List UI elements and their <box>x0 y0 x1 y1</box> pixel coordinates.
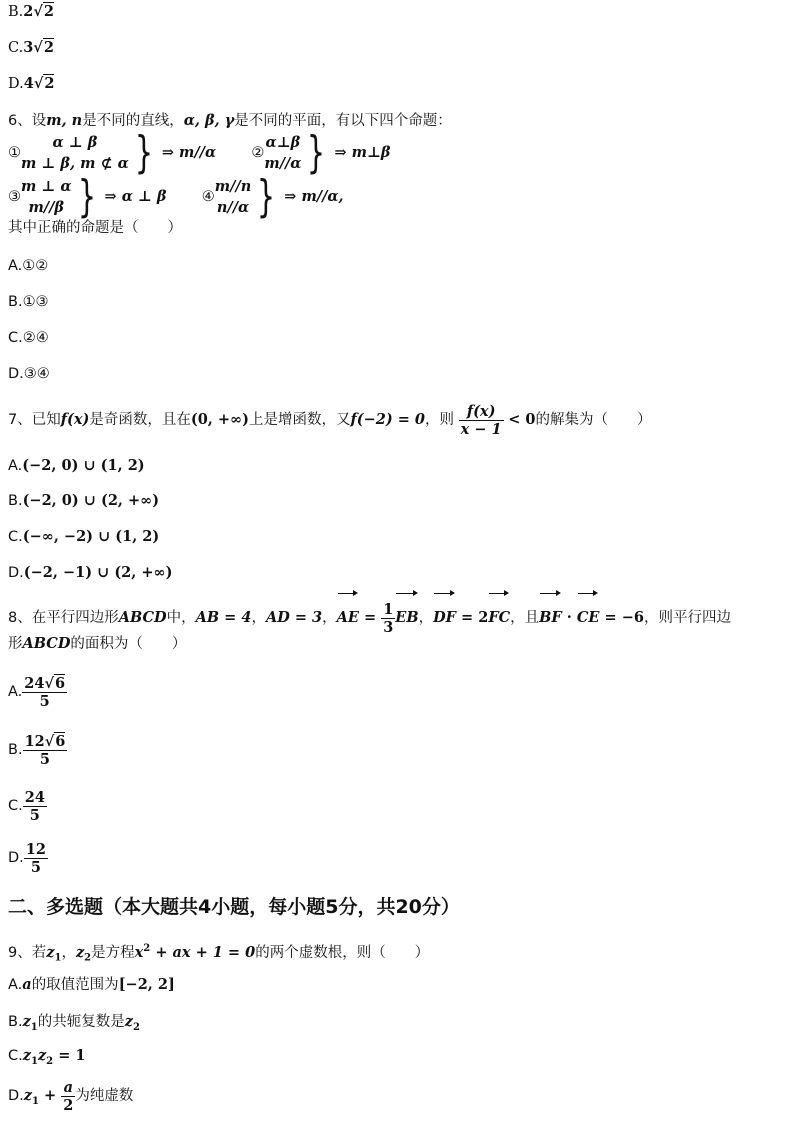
prop-2: ② α⊥β m//α } ⇒ m⊥β <box>251 127 391 178</box>
q6-option-a[interactable]: A.①② <box>8 258 49 274</box>
q9-option-a[interactable]: A.a的取值范围为[−2, 2] <box>8 976 175 993</box>
q6-propositions-1-2 <box>8 127 391 178</box>
q6-propositions-3-4 <box>8 171 344 222</box>
q9-option-d[interactable]: $D.z_1$ + $\frac{a}{2}$ 为纯虚数 <box>8 1078 134 1114</box>
q8-stem-line1: 8、在平行四边形ABCD中，AB = 4，AD = 3，AE = $\frac{1}{3}$ EB，DF = 2FC，且BF · CE = −6，则平行四边 <box>8 596 731 640</box>
q6-ask: 其中正确的命题是（ ） <box>8 220 182 236</box>
q8-option-c[interactable]: C. $\frac{24}{5}$ <box>8 788 45 824</box>
q5-option-b[interactable]: B.2√2 <box>8 3 54 20</box>
prop-1: ① α ⊥ β m ⊥ β, m ⊄ α } ⇒ m//α <box>8 127 217 178</box>
prop-4: ④ m//n n//α } ⇒ m//α, <box>201 171 344 222</box>
q9-option-b[interactable]: $B.z_1$的共轭复数是$z_2$ <box>8 1013 140 1033</box>
q7-stem: 7、已知f(x)是奇函数，且在(0, +∞)上是增函数，又f(−2) = 0，则 $\frac{f(x)}{x - 1}$ < 0的解集为（ ） <box>8 402 652 438</box>
q7-option-a[interactable]: A.(−2, 0) ∪ (1, 2) <box>8 457 145 474</box>
q9-stem: 9、若$z_1$，$z_2$是方程$x^2$ + ax + 1 = 0的两个虚数根，则（ ） <box>8 943 430 964</box>
q6-option-d[interactable]: D.③④ <box>8 366 50 382</box>
q6-option-c[interactable]: C.②④ <box>8 330 49 346</box>
q9-option-c[interactable]: $C.z_1z_2 = 1$ <box>8 1047 86 1067</box>
q7-option-d[interactable]: D.(−2, −1) ∪ (2, +∞) <box>8 564 173 581</box>
prop-3: ③ m ⊥ α m//β } ⇒ α ⊥ β <box>8 171 167 222</box>
q5-option-c[interactable]: C.3√2 <box>8 39 54 56</box>
q5-option-d[interactable]: D.4√2 <box>8 75 55 92</box>
q8-stem-line2: 形ABCD的面积为（ ） <box>8 635 187 652</box>
q7-option-b[interactable]: B.(−2, 0) ∪ (2, +∞) <box>8 492 160 509</box>
q8-option-d[interactable]: D. $\frac{12}{5}$ <box>8 840 46 876</box>
q7-option-c[interactable]: C.(−∞, −2) ∪ (1, 2) <box>8 528 160 545</box>
section-heading: 二、多选题（本大题共4小题，每小题5分，共20分） <box>8 896 460 918</box>
q6-stem: 6、设m, n是不同的直线，α, β, γ是不同的平面，有以下四个命题： <box>8 112 452 129</box>
q8-option-a[interactable]: A. $\frac{24√6}{5}$ <box>8 674 66 710</box>
q8-option-b[interactable]: B. $\frac{12√6}{5}$ <box>8 732 66 768</box>
q6-option-b[interactable]: B.①③ <box>8 294 49 310</box>
